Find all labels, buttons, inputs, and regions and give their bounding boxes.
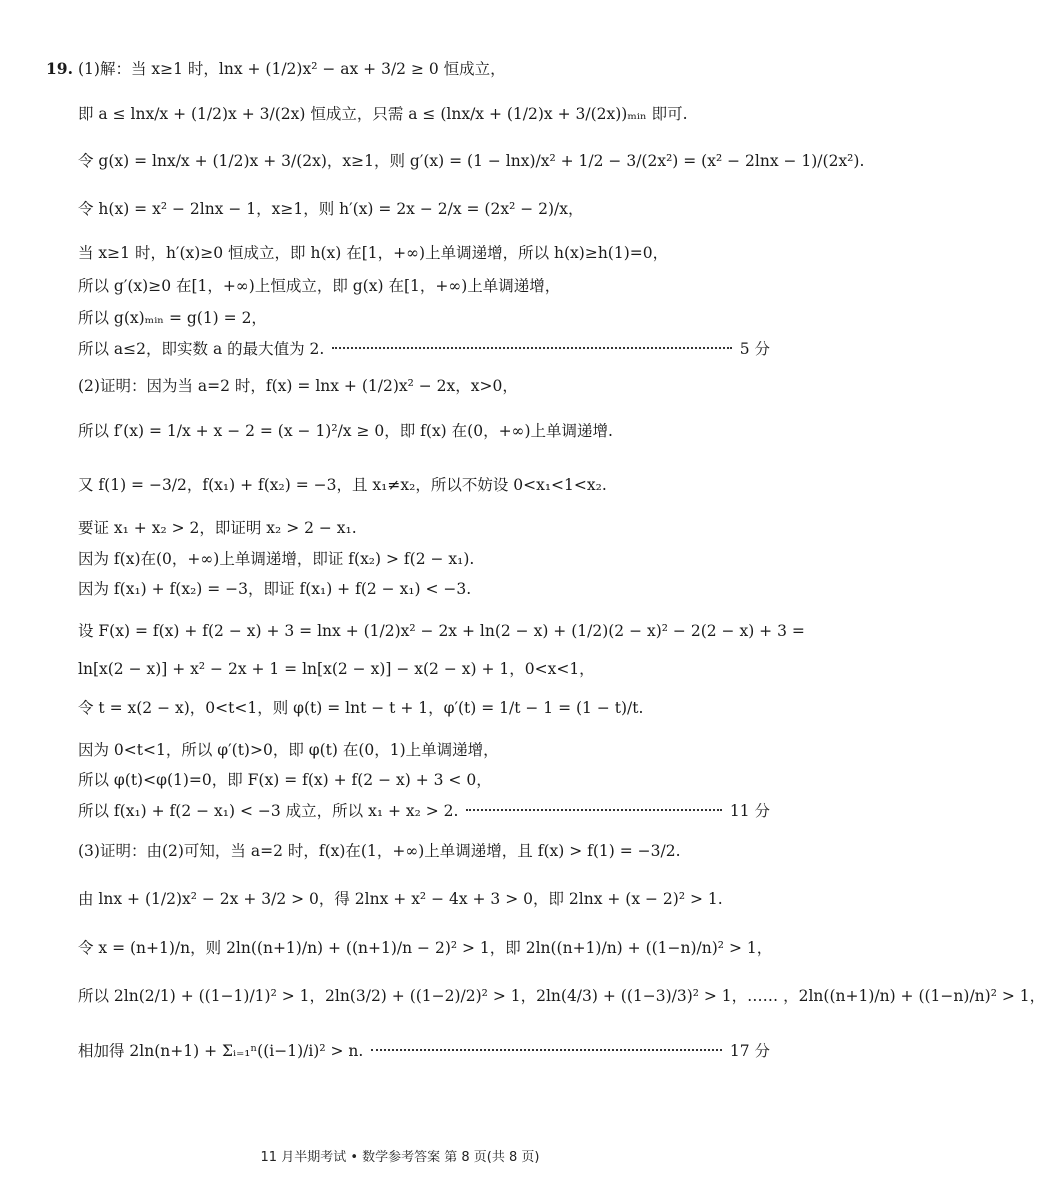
solution-line-text: (2)证明：因为当 a=2 时，f(x) = lnx + (1/2)x² − 2x，x>0， [78, 377, 518, 395]
solution-line [78, 150, 865, 172]
solution-line-text: 令 x = (n+1)/n，则 2ln((n+1)/n) + ((n+1)/n − 2)² > 1，即 2ln((n+1)/n) + ((1−n)/n)² > 1， [78, 939, 773, 957]
solution-line-text: 由 lnx + (1/2)x² − 2x + 3/2 > 0，得 2lnx + x² − 4x + 3 > 0，即 2lnx + (x − 2)² > 1. [78, 890, 723, 908]
solution-line [78, 739, 770, 761]
solution-line-text: (1)解：当 x≥1 时，lnx + (1/2)x² − ax + 3/2 ≥ 0 恒成立， [78, 60, 506, 78]
score-mark: 5 分 [739, 340, 770, 358]
score-mark: 17 分 [729, 1042, 770, 1060]
dot-leader [466, 809, 721, 811]
solution-line-text: 所以 f(x₁) + f(2 − x₁) < −3 成立，所以 x₁ + x₂ > 2. [78, 802, 459, 820]
solution-line-text: 当 x≥1 时，h′(x)≥0 恒成立，即 h(x) 在[1，+∞)上单调递增，所以 h(x)≥h(1)=0， [78, 244, 669, 262]
solution-line [78, 517, 770, 539]
solution-line [78, 937, 773, 959]
solution-line [78, 198, 770, 220]
solution-line-text: ln[x(2 − x)] + x² − 2x + 1 = ln[x(2 − x)] − x(2 − x) + 1，0<x<1， [78, 660, 595, 678]
solution-line-text: 令 g(x) = lnx/x + (1/2)x + 3/(2x)，x≥1，则 g′(x) = (1 − lnx)/x² + 1/2 − 3/(2x²) = (x² − 2lnx − 1)/(2x²). [78, 152, 865, 170]
solution-line-text: 要证 x₁ + x₂ > 2，即证明 x₂ > 2 − x₁. [78, 519, 357, 537]
solution-line-text: 所以 f′(x) = 1/x + x − 2 = (x − 1)²/x ≥ 0，即 f(x) 在(0，+∞)上单调递增. [78, 422, 613, 440]
solution-line [78, 620, 805, 642]
solution-line-text: 设 F(x) = f(x) + f(2 − x) + 3 = lnx + (1/2)x² − 2x + ln(2 − x) + (1/2)(2 − x)² − 2(2 − x) + 3 = [78, 622, 805, 640]
solution-line-text: 所以 2ln(2/1) + ((1−1)/1)² > 1，2ln(3/2) + ((1−2)/2)² > 1，2ln(4/3) + ((1−3)/3)² > 1，…… ，2ln((n+1)/n) + ((1−n)/n)² > 1， [78, 987, 1045, 1005]
solution-line [78, 697, 770, 719]
solution-line [78, 800, 770, 822]
page-footer: 11 月半期考试 • 数学参考答案 第 8 页(共 8 页) [260, 1150, 540, 1165]
solution-line [78, 242, 770, 264]
solution-line [78, 307, 770, 329]
solution-line [78, 658, 770, 680]
solution-line [78, 548, 770, 570]
dot-leader [332, 347, 731, 349]
solution-line [78, 1040, 770, 1062]
dot-leader [371, 1049, 722, 1051]
solution-line-text: 又 f(1) = −3/2，f(x₁) + f(x₂) = −3，且 x₁≠x₂，所以不妨设 0<x₁<1<x₂. [78, 476, 607, 494]
solution-line-text: 所以 a≤2，即实数 a 的最大值为 2. [78, 340, 325, 358]
solution-line [78, 420, 770, 442]
solution-line [78, 275, 770, 297]
solution-line [78, 338, 770, 360]
solution-line-text: 因为 f(x₁) + f(x₂) = −3，即证 f(x₁) + f(2 − x₁) < −3. [78, 580, 472, 598]
solution-line-text: 令 h(x) = x² − 2lnx − 1，x≥1，则 h′(x) = 2x − 2/x = (2x² − 2)/x， [78, 200, 584, 218]
solution-line-text: 所以 g′(x)≥0 在[1，+∞)上恒成立，即 g(x) 在[1，+∞)上单调递增， [78, 277, 561, 295]
solution-line-text: 相加得 2ln(n+1) + Σᵢ₌₁ⁿ((i−1)/i)² > n. [78, 1042, 364, 1060]
question-number: 19. [46, 59, 73, 78]
solution-line-text: 令 t = x(2 − x)，0<t<1，则 φ(t) = lnt − t + 1，φ′(t) = 1/t − 1 = (1 − t)/t. [78, 699, 644, 717]
solution-line-text: 因为 0<t<1，所以 φ′(t)>0，即 φ(t) 在(0，1)上单调递增， [78, 741, 499, 759]
solution-line-text: (3)证明：由(2)可知，当 a=2 时，f(x)在(1，+∞)上单调递增，且 f(x) > f(1) = −3/2. [78, 842, 681, 860]
solution-line [78, 58, 770, 80]
solution-line-text: 因为 f(x)在(0，+∞)上单调递增，即证 f(x₂) > f(2 − x₁). [78, 550, 475, 568]
solution-line-text: 所以 g(x)ₘᵢₙ = g(1) = 2， [78, 309, 267, 327]
solution-line [78, 888, 770, 910]
solution-line [78, 769, 770, 791]
solution-line [78, 375, 770, 397]
solution-line [78, 103, 770, 125]
solution-line [78, 840, 770, 862]
solution-line [78, 578, 770, 600]
solution-line-text: 所以 φ(t)<φ(1)=0，即 F(x) = f(x) + f(2 − x) + 3 < 0， [78, 771, 492, 789]
score-mark: 11 分 [729, 802, 770, 820]
solution-line-text: 即 a ≤ lnx/x + (1/2)x + 3/(2x) 恒成立，只需 a ≤ (lnx/x + (1/2)x + 3/(2x))ₘᵢₙ 即可. [78, 105, 688, 123]
solution-line [78, 985, 1045, 1007]
solution-line [78, 474, 770, 496]
